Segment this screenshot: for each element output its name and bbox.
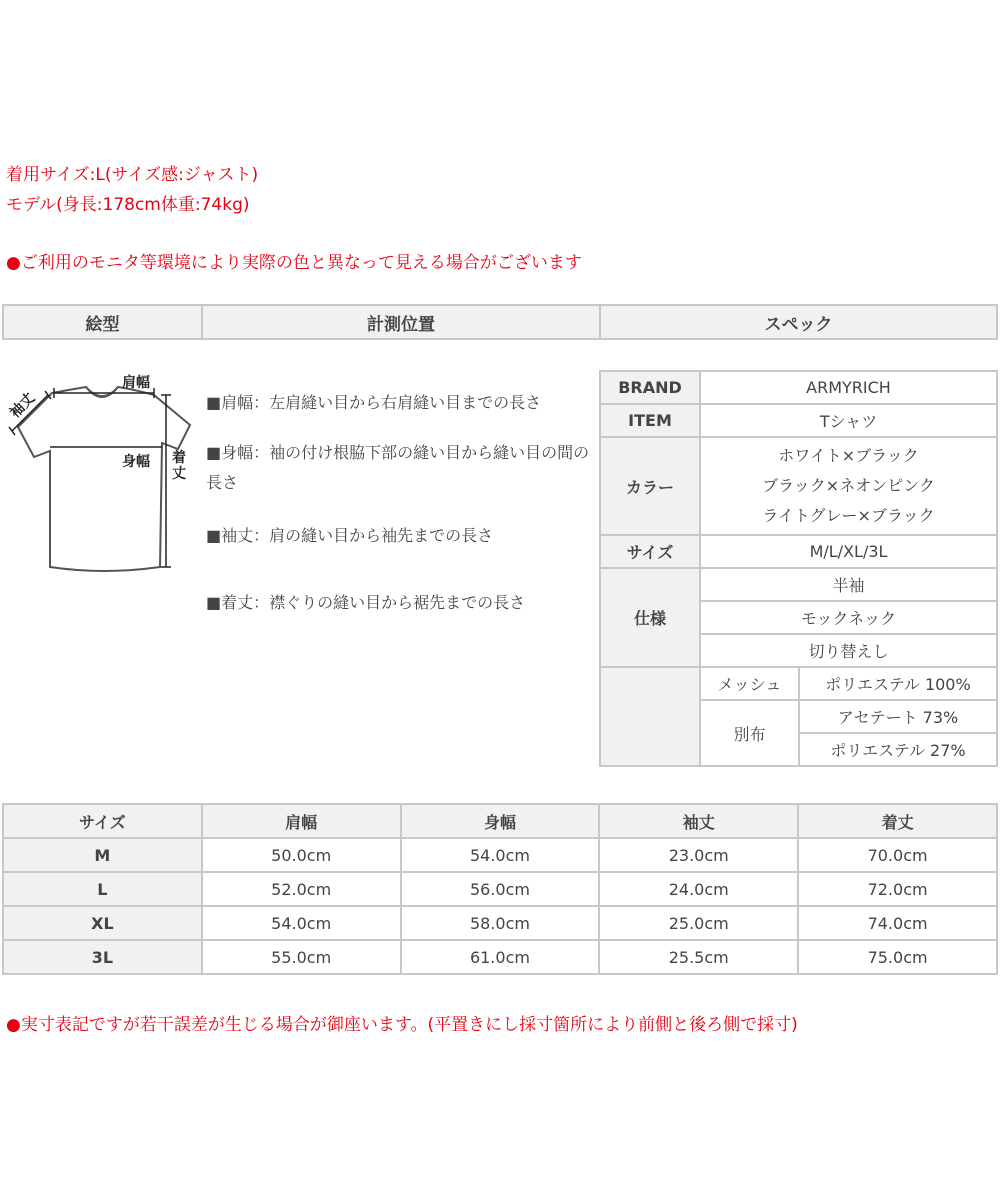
diagram-label-body: 身幅 (122, 454, 150, 470)
table-row (3, 940, 997, 974)
size-cell: 52.0cm (202, 872, 401, 906)
spec-table (599, 370, 998, 767)
size-cell: 74.0cm (798, 906, 997, 940)
size-header-cell: 身幅 (401, 804, 600, 838)
size-header-cell: 肩幅 (202, 804, 401, 838)
size-table-header (3, 804, 997, 838)
material-label-mesh: メッシュ (700, 667, 799, 700)
size-cell: M (3, 838, 202, 872)
spec-label-item: ITEM (600, 404, 700, 437)
spec-label-size: サイズ (600, 535, 700, 568)
size-cell: 23.0cm (599, 838, 798, 872)
size-cell: L (3, 872, 202, 906)
color-note: ●ご利用のモニタ等環境により実際の色と異なって見える場合がございます (6, 253, 582, 273)
spec-row-detail (600, 568, 997, 601)
header-spec: スペック (600, 305, 997, 339)
size-cell: 72.0cm (798, 872, 997, 906)
size-cell: 61.0cm (401, 940, 600, 974)
size-cell: 70.0cm (798, 838, 997, 872)
spec-value-sizes: M/L/XL/3L (700, 535, 997, 568)
size-cell: 50.0cm (202, 838, 401, 872)
footer-note: ●実寸表記ですが若干誤差が生じる場合が御座います。(平置きにし採寸箇所により前側と後ろ側で採寸) (6, 1015, 798, 1035)
material-label-other: 別布 (700, 700, 799, 766)
diagram-label-shoulder: 肩幅 (122, 375, 150, 391)
spec-row-brand (600, 371, 997, 404)
spec-label-detail: 仕様 (600, 568, 700, 667)
size-cell: 54.0cm (202, 906, 401, 940)
color-option: ブラック×ネオンピンク (762, 476, 935, 495)
model-info-text: モデル(身長:178cm体重:74kg) (6, 195, 250, 215)
spec-value-detail: 切り替えし (700, 634, 997, 667)
spec-label-color: カラー (600, 437, 700, 535)
measure-point-body: ■身幅：袖の付け根脇下部の縫い目から縫い目の間の長さ (206, 443, 590, 492)
material-value-other-2: ポリエステル 27% (799, 733, 997, 766)
spec-value-item: Tシャツ (700, 404, 997, 437)
diagram-label-length-1: 着 (172, 450, 186, 466)
diagram-label-sleeve: 袖丈 (7, 390, 39, 422)
measure-point-sleeve: ■袖丈：肩の縫い目から袖先までの長さ (206, 526, 494, 545)
size-header-cell: 袖丈 (599, 804, 798, 838)
spec-label-material (600, 667, 700, 766)
size-table (2, 803, 998, 975)
table-row (3, 838, 997, 872)
tshirt-diagram (4, 365, 199, 580)
diagram-label-length-2: 丈 (172, 466, 186, 482)
size-header-cell: サイズ (3, 804, 202, 838)
spec-row-size (600, 535, 997, 568)
color-option: ライトグレー×ブラック (762, 506, 935, 525)
spec-row-material (600, 667, 997, 700)
header-illustration: 絵型 (3, 305, 202, 339)
color-option: ホワイト×ブラック (778, 446, 919, 465)
spec-row-color (600, 437, 997, 535)
table-row (3, 906, 997, 940)
material-value-mesh: ポリエステル 100% (799, 667, 997, 700)
table-row (3, 872, 997, 906)
wear-size-text: 着用サイズ:L(サイズ感:ジャスト) (6, 165, 259, 185)
spec-row-item (600, 404, 997, 437)
size-cell: 24.0cm (599, 872, 798, 906)
size-cell: 55.0cm (202, 940, 401, 974)
size-cell: 56.0cm (401, 872, 600, 906)
spec-value-brand: ARMYRICH (700, 371, 997, 404)
size-cell: 25.5cm (599, 940, 798, 974)
size-cell: 25.0cm (599, 906, 798, 940)
spec-value-colors (700, 437, 997, 535)
section-header-bar (2, 304, 998, 340)
size-cell: 3L (3, 940, 202, 974)
spec-label-brand: BRAND (600, 371, 700, 404)
size-cell: 58.0cm (401, 906, 600, 940)
header-measure-position: 計測位置 (202, 305, 600, 339)
measure-point-length: ■着丈：襟ぐりの縫い目から裾先までの長さ (206, 593, 526, 612)
size-header-cell: 着丈 (798, 804, 997, 838)
size-cell: XL (3, 906, 202, 940)
material-value-other-1: アセテート 73% (799, 700, 997, 733)
spec-value-detail: モックネック (700, 601, 997, 634)
spec-value-detail: 半袖 (700, 568, 997, 601)
size-cell: 54.0cm (401, 838, 600, 872)
size-cell: 75.0cm (798, 940, 997, 974)
measure-point-shoulder: ■肩幅：左肩縫い目から右肩縫い目までの長さ (206, 393, 542, 412)
